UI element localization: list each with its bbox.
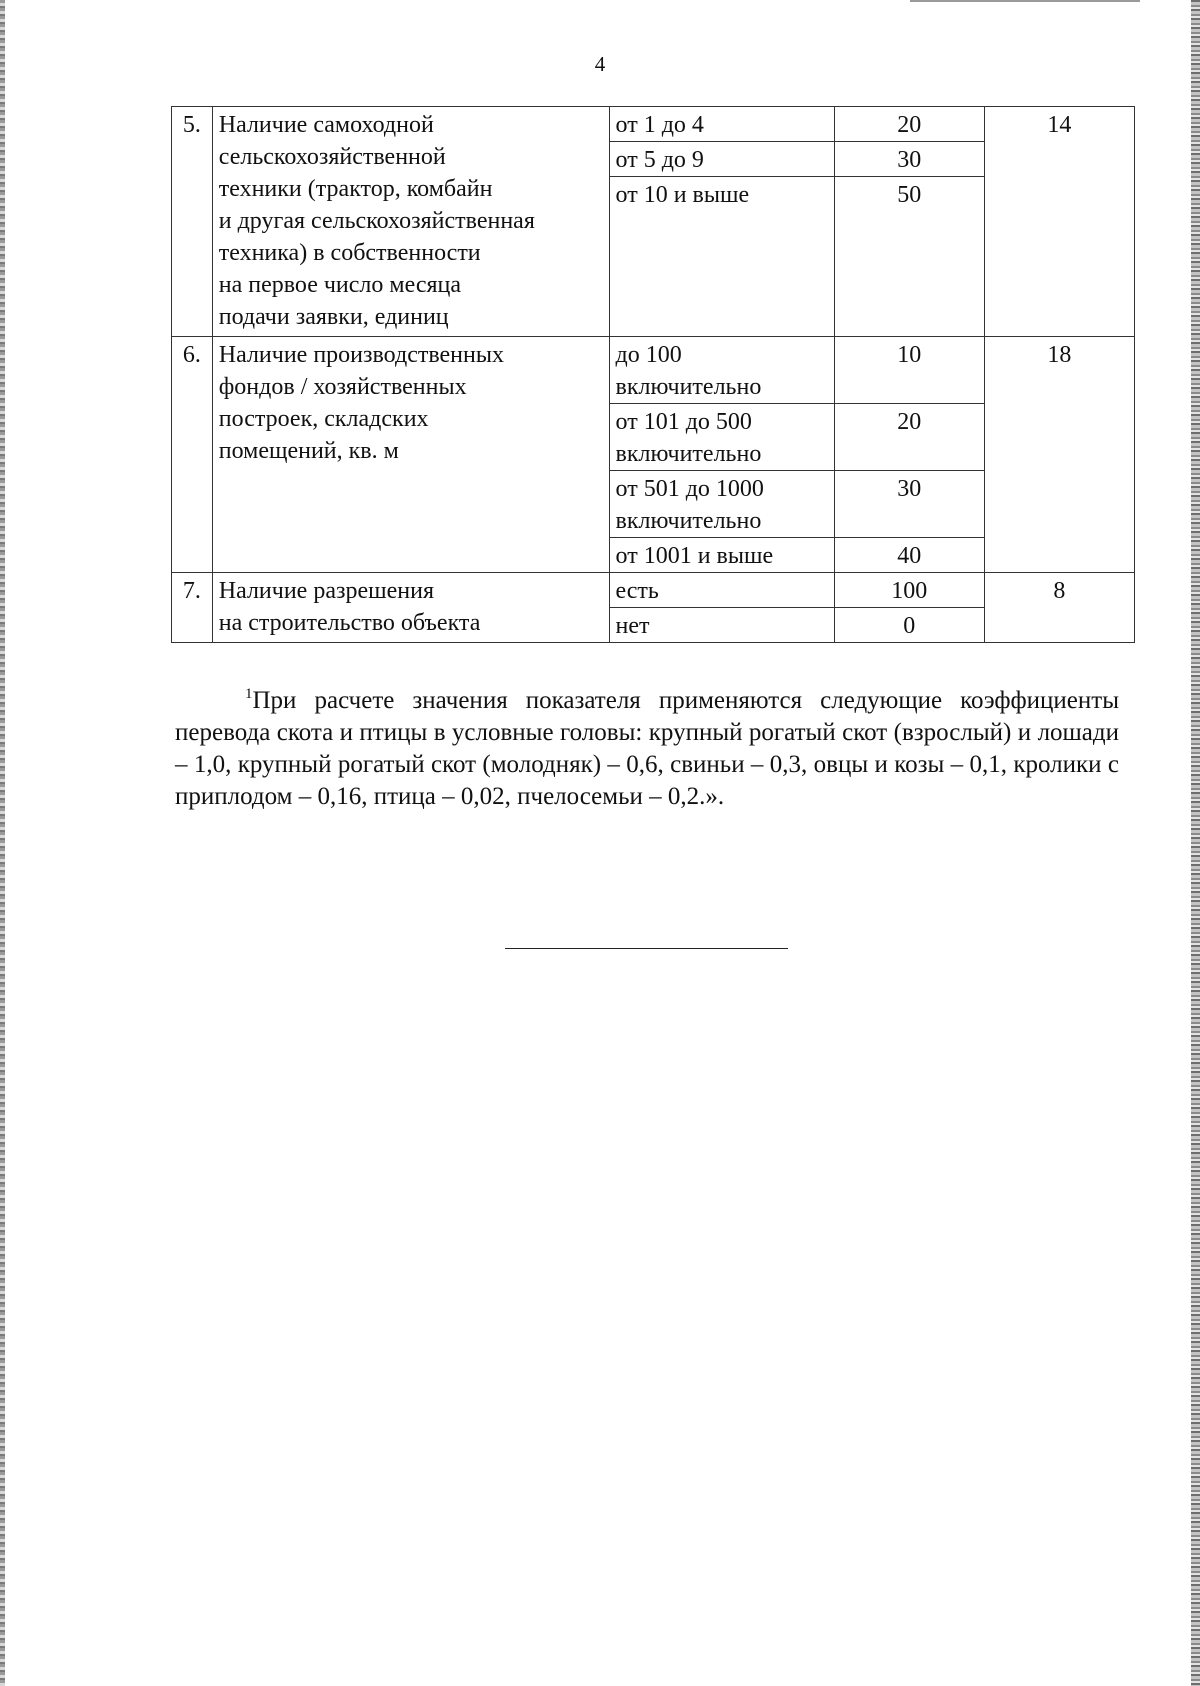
range-cell: до 100 включительно bbox=[609, 337, 834, 404]
score-cell: 10 bbox=[834, 337, 984, 404]
range-cell: есть bbox=[609, 573, 834, 608]
range-cell: от 5 до 9 bbox=[609, 142, 834, 177]
row-number: 5. bbox=[172, 107, 213, 337]
page-number: 4 bbox=[594, 52, 606, 76]
range-cell: от 1 до 4 bbox=[609, 107, 834, 142]
criterion-name: Наличие производственных фондов / хозяйственных построек, складских помещений, кв. м bbox=[212, 337, 609, 573]
criterion-name: Наличие разрешения на строительство объекта bbox=[212, 573, 609, 643]
footnote-marker: 1 bbox=[245, 686, 253, 702]
weight-cell: 18 bbox=[984, 337, 1134, 573]
scan-edge-left bbox=[0, 0, 5, 1686]
range-cell: нет bbox=[609, 608, 834, 643]
weight-cell: 14 bbox=[984, 107, 1134, 337]
score-cell: 30 bbox=[834, 142, 984, 177]
score-cell: 100 bbox=[834, 573, 984, 608]
criterion-name: Наличие самоходной сельскохозяйственной техники (трактор, комбайн и другая сельскохозяйственная техника) в собственности на первое число месяца подачи заявки, единиц bbox=[212, 107, 609, 337]
criteria-table bbox=[171, 106, 1135, 643]
score-cell: 30 bbox=[834, 471, 984, 538]
end-rule bbox=[505, 948, 788, 949]
score-cell: 20 bbox=[834, 107, 984, 142]
row-number: 7. bbox=[172, 573, 213, 643]
weight-cell: 8 bbox=[984, 573, 1134, 643]
range-cell: от 1001 и выше bbox=[609, 538, 834, 573]
table-row bbox=[172, 573, 1135, 608]
footnote-text: При расчете значения показателя применяются следующие коэффициенты перевода скота и птицы в условные головы: крупный рогатый скот (взрослый) и лошади – 1,0, крупный рогатый скот (молодняк) – 0,6, свиньи – 0,3, овцы и козы – 0,1, кролики с приплодом – 0,16, птица – 0,02, пчелосемьи – 0,2.». bbox=[175, 687, 1119, 810]
score-cell: 40 bbox=[834, 538, 984, 573]
table-row bbox=[172, 337, 1135, 404]
range-cell: от 101 до 500 включительно bbox=[609, 404, 834, 471]
score-cell: 0 bbox=[834, 608, 984, 643]
range-cell: от 501 до 1000 включительно bbox=[609, 471, 834, 538]
footnote bbox=[175, 685, 1119, 813]
scan-edge-right bbox=[1191, 0, 1200, 1686]
table-row bbox=[172, 107, 1135, 142]
row-number: 6. bbox=[172, 337, 213, 573]
score-cell: 20 bbox=[834, 404, 984, 471]
score-cell: 50 bbox=[834, 177, 984, 337]
range-cell: от 10 и выше bbox=[609, 177, 834, 337]
scan-edge-top bbox=[910, 0, 1140, 2]
